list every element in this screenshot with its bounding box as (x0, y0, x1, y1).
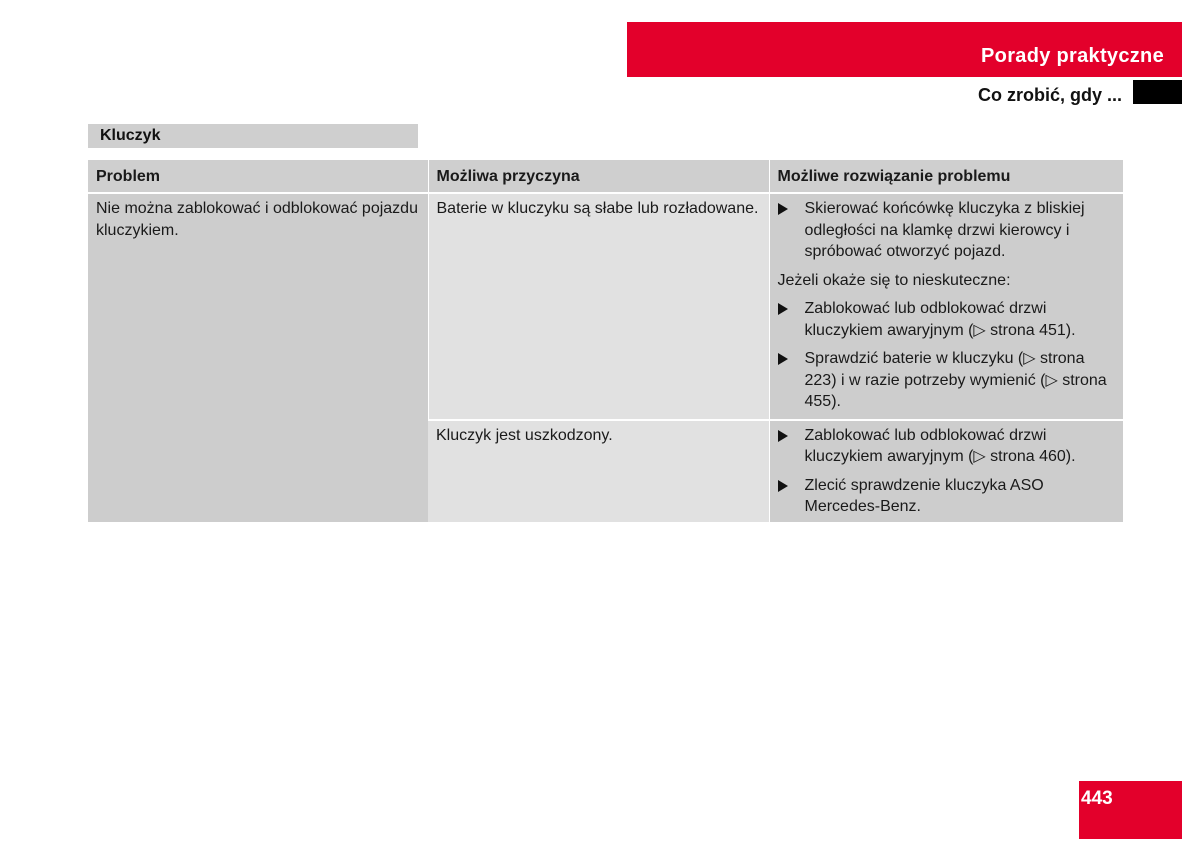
step-text: Zablokować lub odblokować drzwi kluczykiem awaryjnym (▷ strona 460). (804, 426, 1076, 465)
column-header-cause: Możliwa przyczyna (428, 160, 769, 193)
step-text: Skierować końcówkę kluczyka z bliskiej odległości na klamkę drzwi kierowcy i spróbować otworzyć pojazd. (804, 200, 1085, 260)
problem-cell: Nie można zablokować i odblokować pojazdu kluczykiem. (88, 193, 428, 522)
page-number-box (1079, 781, 1182, 839)
step-text: Zlecić sprawdzenie kluczyka ASO Mercedes-Benz. (804, 476, 1044, 515)
chapter-tab-marker (1133, 80, 1182, 104)
cause-cell: Baterie w kluczyku są słabe lub rozładowane. (428, 193, 769, 420)
step-arrow-icon (778, 480, 788, 492)
step-arrow-icon (778, 203, 788, 215)
solution-cell (769, 420, 1123, 522)
solution-step (778, 348, 1116, 413)
step-arrow-icon (778, 430, 788, 442)
solution-step (778, 425, 1116, 468)
section-title: Porady praktyczne (981, 45, 1164, 67)
solution-step (778, 475, 1116, 518)
troubleshooting-table (88, 160, 1123, 522)
table-header-row (88, 160, 1123, 193)
table-title-bar (88, 124, 418, 148)
section-banner (627, 22, 1182, 77)
solution-note: Jeżeli okaże się to nieskuteczne: (777, 271, 1011, 289)
solution-step (778, 298, 1116, 341)
subsection-title: Co zrobić, gdy ... (977, 85, 1122, 105)
column-header-problem: Problem (88, 160, 428, 193)
column-header-solution: Możliwe rozwiązanie problemu (769, 160, 1123, 193)
table-title: Kluczyk (100, 127, 161, 144)
table-row (88, 193, 1123, 420)
step-arrow-icon (778, 303, 788, 315)
cause-cell: Kluczyk jest uszkodzony. (428, 420, 769, 522)
step-text: Zablokować lub odblokować drzwi kluczykiem awaryjnym (▷ strona 451). (804, 300, 1076, 339)
solution-cell (769, 193, 1123, 420)
step-text: Sprawdzić baterie w kluczyku (▷ strona 223) i w razie potrzeby wymienić (▷ strona 455). (804, 350, 1107, 410)
solution-step (778, 198, 1116, 263)
step-arrow-icon (778, 353, 788, 365)
page-number: 443 (1081, 788, 1113, 809)
